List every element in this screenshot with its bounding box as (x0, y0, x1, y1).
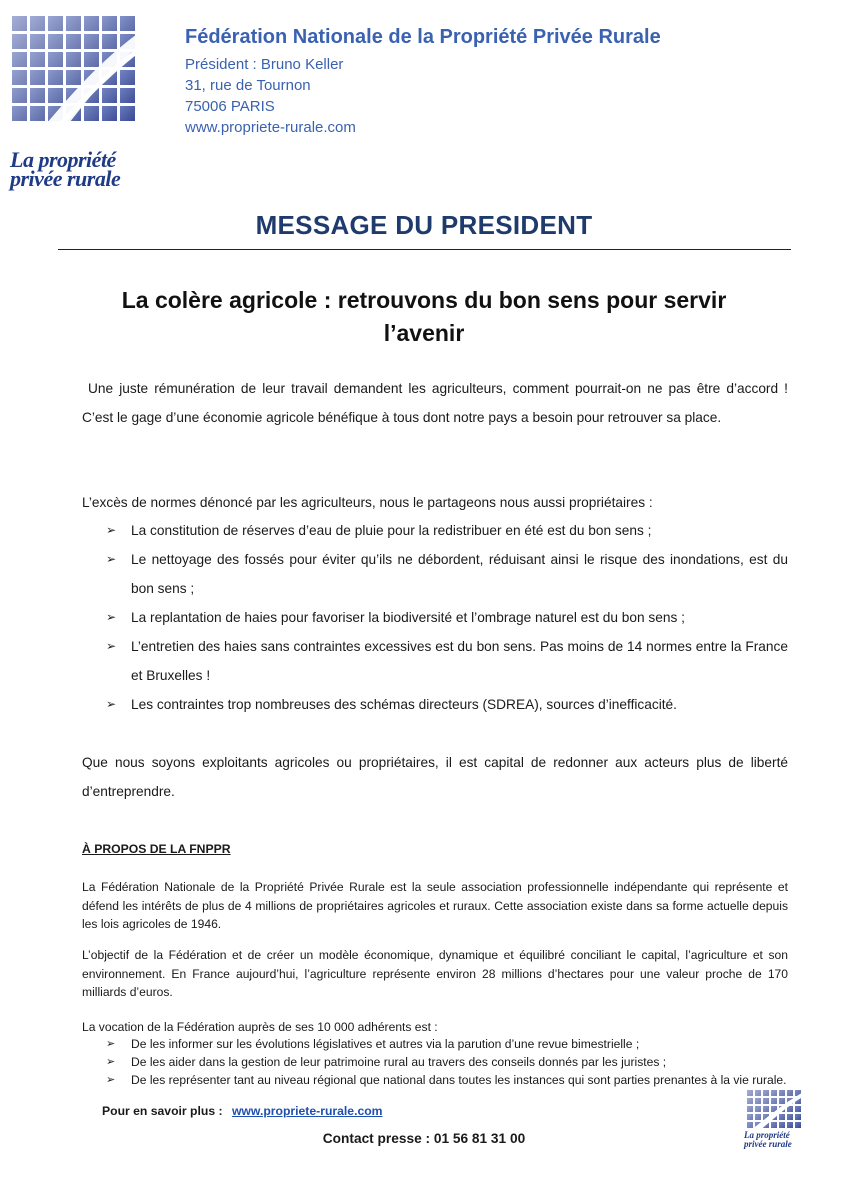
list-item (106, 1035, 788, 1053)
logo-grid-cell (84, 52, 99, 67)
logo-grid-cell (66, 34, 81, 49)
logo-grid-cell (779, 1098, 785, 1104)
arrow-bullet-icon: ➢ (106, 639, 117, 653)
more-info-label: Pour en savoir plus : (102, 1104, 223, 1118)
logo-grid-cell (779, 1122, 785, 1128)
logo-grid-cell (747, 1106, 753, 1112)
logo-grid-cell (102, 106, 117, 121)
arrow-bullet-icon: ➢ (106, 610, 117, 624)
list-item (106, 516, 788, 545)
logo-grid-cell (48, 52, 63, 67)
article-title-line1: La colère agricole : retrouvons du bon sens pour servir (121, 287, 727, 313)
logo-grid-cell (120, 106, 135, 121)
logo-grid-cell (787, 1114, 793, 1120)
logo-grid-cell (48, 70, 63, 85)
logo-grid-cell (66, 52, 81, 67)
logo-grid-cell (84, 34, 99, 49)
org-president: Président : Bruno Keller (185, 56, 344, 73)
arrow-bullet-icon: ➢ (106, 523, 117, 537)
logo-grid-cell (795, 1106, 801, 1112)
article-bullet-list (106, 516, 788, 719)
bullet-text: De les informer sur les évolutions législatives et autres via la parution d’une revue bimestrielle ; (131, 1037, 640, 1051)
logo-grid-cell (771, 1098, 777, 1104)
about-bullet-list (106, 1035, 788, 1089)
about-heading: À PROPOS DE LA FNPPR (82, 842, 231, 856)
article-conclusion: Que nous soyons exploitants agricoles ou propriétaires, il est capital de redonner aux acteurs plus de liberté d’entreprendre. (82, 755, 788, 799)
bullet-text: La replantation de haies pour favoriser la biodiversité et l’ombrage naturel est du bon sens ; (131, 610, 685, 625)
arrow-bullet-icon: ➢ (106, 1056, 116, 1068)
logo-grid-cell (763, 1098, 769, 1104)
logo-grid-cell (747, 1114, 753, 1120)
logo-grid-cell (795, 1114, 801, 1120)
logo-wordmark-line2: privée rurale (10, 166, 121, 191)
about-paragraph-1: La Fédération Nationale de la Propriété Privée Rurale est la seule association professionnelle indépendante qui représente et défend les intérêts de plus de 4 millions de propriétaires agricoles et ruraux. Cette association existe dans sa forme actuelle depuis les lois agricoles de 1946. (82, 880, 788, 931)
arrow-bullet-icon: ➢ (106, 697, 117, 711)
footer-logo-line1: La propriété (744, 1130, 790, 1140)
list-item (106, 603, 788, 632)
more-info-link[interactable]: www.propriete-rurale.com (231, 1104, 383, 1118)
article-intro: Une juste rémunération de leur travail demandent les agriculteurs, comment pourrait-on ne pas être d’accord ! C’est le gage d’une économie agricole bénéfique à tous dont notre pays a besoin pour retrouver sa place. (82, 381, 788, 425)
press-contact: Contact presse : 01 56 81 31 00 (322, 1131, 526, 1146)
logo-grid-cell (755, 1098, 761, 1104)
article-title (60, 284, 788, 350)
footer-logo-line2: privée rurale (744, 1139, 792, 1149)
logo-wordmark-line1: La propriété (10, 147, 116, 172)
logo-grid-cell (102, 88, 117, 103)
logo-grid-cell (787, 1122, 793, 1128)
logo-grid-cell (30, 106, 45, 121)
logo-grid-cell (66, 70, 81, 85)
bullet-text: De les aider dans la gestion de leur patrimoine rural au travers des conseils donnés par les juristes ; (131, 1055, 667, 1069)
logo-grid-cell (795, 1122, 801, 1128)
logo-grid-cell (66, 16, 81, 31)
logo-grid-cell (84, 16, 99, 31)
logo-grid-cell (755, 1090, 761, 1096)
arrow-bullet-icon: ➢ (106, 1074, 116, 1086)
logo-grid-cell (747, 1090, 753, 1096)
logo-grid-cell (120, 88, 135, 103)
message-title: MESSAGE DU PRESIDENT (255, 210, 593, 240)
logo-grid-cell (747, 1122, 753, 1128)
logo-grid-cell (48, 16, 63, 31)
list-item (106, 545, 788, 603)
about-paragraph-3: La vocation de la Fédération auprès de ses 10 000 adhérents est : (82, 1020, 438, 1034)
logo-grid-cell (120, 70, 135, 85)
article-title-line2: l’avenir (383, 320, 465, 346)
logo-grid-cell (102, 16, 117, 31)
logo-grid-cell (120, 16, 135, 31)
logo-grid-graphic (8, 8, 174, 158)
list-item (106, 632, 788, 690)
org-name: Fédération Nationale de la Propriété Privée Rurale (185, 26, 661, 48)
bullet-text: L’entretien des haies sans contraintes excessives est du bon sens. Pas moins de 14 normes entre la France et Bruxelles ! (131, 639, 788, 683)
logo-grid-cell (779, 1114, 785, 1120)
logo-grid-cell (102, 34, 117, 49)
logo-grid-cell (12, 70, 27, 85)
logo-grid-cell (763, 1106, 769, 1112)
logo-grid-cell (30, 88, 45, 103)
logo-grid-cell (747, 1098, 753, 1104)
fnppr-logo (8, 8, 174, 194)
logo-grid-cell (779, 1090, 785, 1096)
bullet-text: Les contraintes trop nombreuses des schémas directeurs (SDREA), sources d’inefficacité. (131, 697, 677, 712)
logo-grid-cell (771, 1122, 777, 1128)
logo-grid-cell (12, 106, 27, 121)
logo-grid-cell (30, 16, 45, 31)
bullet-text: De les représenter tant au niveau régional que national dans toutes les instances qui sont parties prenantes à la vie rurale. (131, 1073, 787, 1087)
more-info (102, 1104, 383, 1118)
list-item (106, 690, 788, 719)
title-divider (58, 249, 791, 250)
logo-grid-cell (12, 52, 27, 67)
logo-grid-cell (771, 1090, 777, 1096)
logo-grid-cell (30, 52, 45, 67)
logo-grid-cell (755, 1114, 761, 1120)
bullet-text: Le nettoyage des fossés pour éviter qu’ils ne débordent, réduisant ainsi le risque des inondations, est du bon sens ; (131, 552, 788, 596)
logo-wordmark (10, 147, 160, 191)
about-paragraph-2: L’objectif de la Fédération et de créer un modèle économique, dynamique et équilibré conciliant le capital, l’agriculture et son environnement. En France aujourd’hui, l’agriculture représente environ 28 millions d’hectares pour une valeur proche de 170 milliards d’euros. (82, 948, 788, 999)
logo-grid-cell (84, 106, 99, 121)
org-address: 31, rue de Tournon (185, 77, 311, 94)
logo-grid-cell (30, 70, 45, 85)
article-lead: L’excès de normes dénoncé par les agriculteurs, nous le partageons nous aussi propriétaires : (82, 495, 653, 510)
logo-grid-cell (48, 88, 63, 103)
logo-grid-cell (30, 34, 45, 49)
logo-grid-cell (12, 16, 27, 31)
logo-grid-cell (12, 88, 27, 103)
arrow-bullet-icon: ➢ (106, 552, 117, 566)
logo-grid-cell (755, 1106, 761, 1112)
logo-grid-cell (763, 1090, 769, 1096)
logo-grid-cell (787, 1090, 793, 1096)
org-header (185, 24, 661, 138)
org-city: 75006 PARIS (185, 98, 275, 115)
logo-grid-cell (48, 34, 63, 49)
arrow-bullet-icon: ➢ (106, 1038, 116, 1050)
logo-grid-cell (12, 34, 27, 49)
bullet-text: La constitution de réserves d’eau de pluie pour la redistribuer en été est du bon sens ; (131, 523, 652, 538)
list-item (106, 1071, 788, 1089)
list-item (106, 1053, 788, 1071)
org-website[interactable]: www.propriete-rurale.com (185, 119, 356, 136)
footer-logo-graphic (745, 1088, 809, 1132)
